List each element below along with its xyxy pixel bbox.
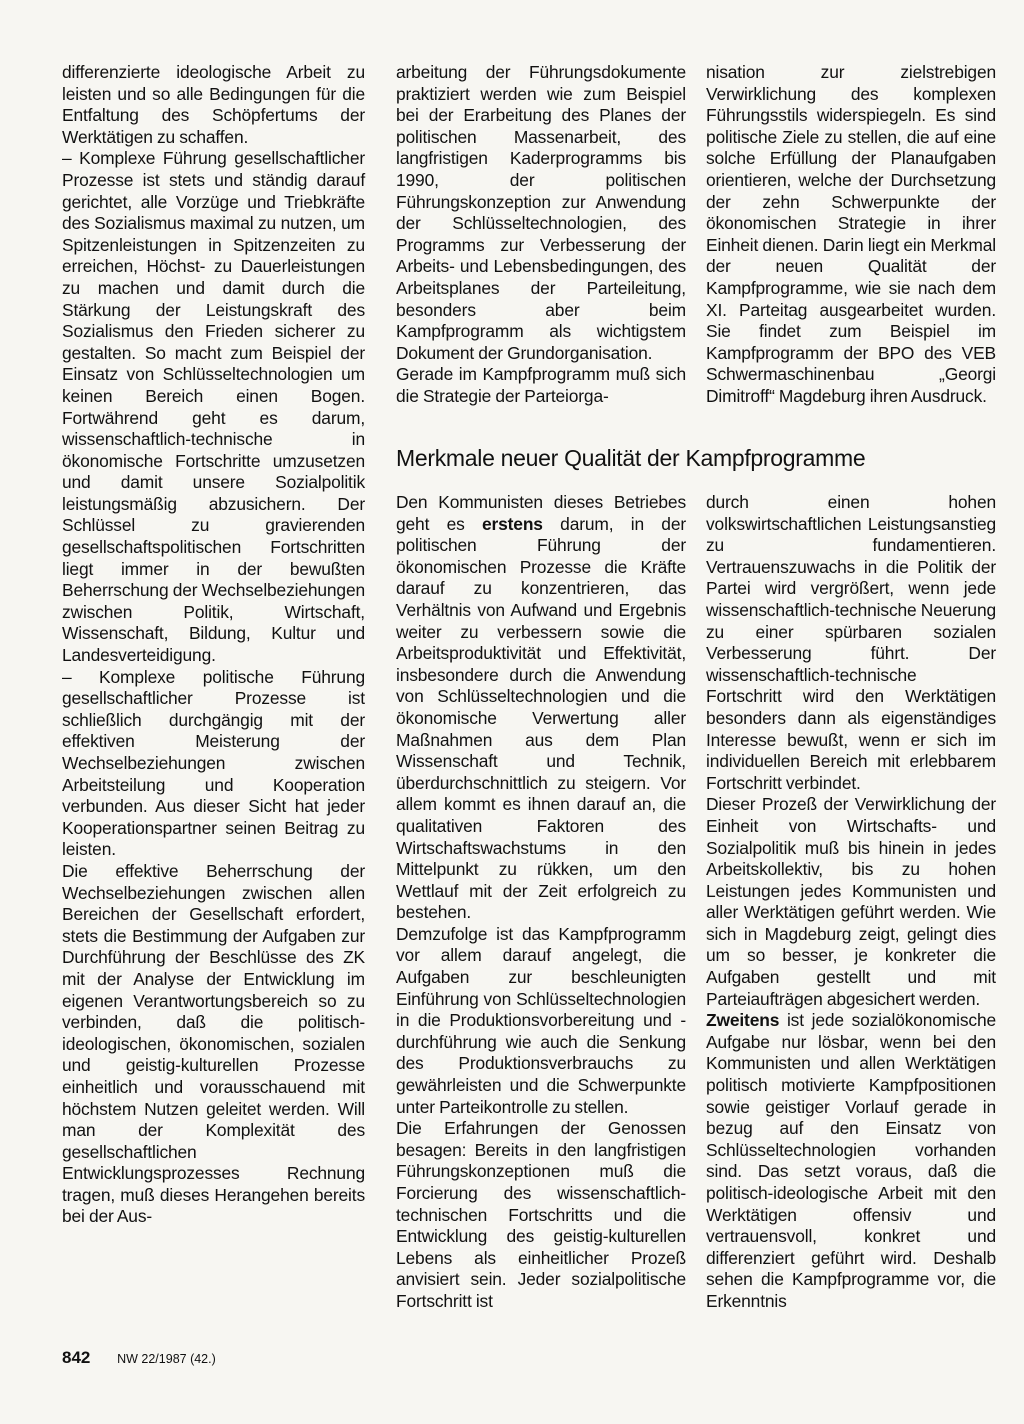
text-column-3: [706, 62, 996, 408]
paragraph: – Komplexe politische Führung gesellschaftlicher Prozesse ist schließlich durchgängig mit der effektiven Meisterung der Wechselbeziehungen zwischen Arbeitsteilung und Kooperation verbunden. Aus dieser Sicht hat jeder Kooperationspartner seinen Beitrag zu leisten.: [62, 666, 365, 860]
paragraph: durch einen hohen volkswirtschaftlichen Leistungsanstieg zu fundamentieren. Vertrauenszuwachs in die Politik der Partei wird vergrößert, wenn jede wissenschaftlich-technische Neuerung zu einer spürbaren sozialen Verbesserung führt. Der wissenschaftlich-technische Fortschritt wird den Werktätigen besonders dann als eigenständiges Interesse bewußt, wenn er sich im individuellen Bereich mit erlebbarem Fortschritt verbindet.: [706, 492, 996, 793]
paragraph-text: darum, in der politischen Führung der ökonomischen Prozesse die Kräfte darauf zu konzentrieren, das Verhältnis von Aufwand und Ergebnis weiter zu verbessern sowie die Arbeitsproduktivität und Effektivität, insbesondere durch die Anwendung von Schlüsseltechnologien und die ökonomische Verwertung aller Maßnahmen aus dem Plan Wissenschaft und Technik, überdurchschnittlich zu steigern. Vor allem kommt es ihnen darauf an, die qualitativen Faktoren des Wirtschaftswachstums in den Mittelpunkt zu rükken, um den Wettlauf mit der Zeit erfolgreich zu bestehen.: [396, 513, 686, 923]
paragraph: Gerade im Kampfprogramm muß sich die Strategie der Parteiorga-: [396, 364, 686, 406]
issue-label: NW 22/1987 (42.): [117, 1352, 216, 1366]
text-column-2: [396, 62, 686, 408]
emphasis-zweitens: Zweitens: [706, 1010, 780, 1031]
paragraph: [706, 1010, 996, 1312]
paragraph: Die Erfahrungen der Genossen besagen: Bereits in den langfristigen Führungskonzeptionen muß die Forcierung des wissenschaftlich-technischen Fortschritts und die Entwicklung des geistig-kulturellen Lebens als einheitlicher Prozeß anvisiert sein. Jeder sozialpolitische Fortschritt ist: [396, 1118, 686, 1311]
text-column-5: [706, 492, 996, 1313]
text-column-1: [62, 62, 365, 1228]
paragraph: differenzierte ideologische Arbeit zu leisten und so alle Bedingungen für die Entfaltung des Schöpfertums der Werktätigen zu schaffen.: [62, 62, 365, 147]
text-column-4: [396, 492, 686, 1313]
page-number: 842: [62, 1348, 91, 1367]
paragraph: nisation zur zielstrebigen Verwirklichung des komplexen Führungsstils widerspiegeln. Es sind politische Ziele zu stellen, die auf eine solche Erfüllung der Planaufgaben orientieren, welche der Durchsetzung der zehn Schwerpunkte der ökonomischen Strategie in ihrer Einheit dienen. Darin liegt ein Merkmal der neuen Qualität der Kampfprogramme, wie sie nach dem XI. Parteitag ausgearbeitet wurden. Sie findet zum Beispiel im Kampfprogramm der BPO des VEB Schwermaschinenbau „Georgi Dimitroff“ Magdeburg ihren Ausdruck.: [706, 62, 996, 406]
paragraph: Dieser Prozeß der Verwirklichung der Einheit von Wirtschafts- und Sozialpolitik muß bis hinein in jedes Arbeitskollektiv, bis zu hohen Leistungen jedes Kommunisten und aller Werktätigen geführt werden. Wie sich in Magdeburg zeigt, gelingt dies um so besser, je konkreter die Aufgaben gestellt und mit Parteiaufträgen abgesichert werden.: [706, 794, 996, 1009]
emphasis-erstens: erstens: [482, 513, 543, 534]
paragraph: arbeitung der Führungsdokumente praktiziert werden wie zum Beispiel bei der Erarbeitung des Planes der politischen Massenarbeit, des langfristigen Kaderprogramms bis 1990, der politischen Führungskonzeption zur Anwendung der Schlüsseltechnologien, des Programms zur Verbesserung der Arbeits- und Lebensbedingungen, des Arbeitsplanes der Parteileitung, besonders aber beim Kampfprogramm als wichtigstem Dokument der Grundorganisation.: [396, 62, 686, 363]
paragraph: Demzufolge ist das Kampfprogramm vor allem darauf angelegt, die Aufgaben zur beschleunigten Einführung von Schlüsseltechnologien in die Produktionsvorbereitung und -durchführung wie auch die Senkung des Produktionsverbrauchs zu gewährleisten und die Schwerpunkte unter Parteikontrolle zu stellen.: [396, 923, 686, 1117]
paragraph: [396, 492, 686, 924]
paragraph: Die effektive Beherrschung der Wechselbeziehungen zwischen allen Bereichen der Gesellschaft erfordert, stets die Bestimmung der Aufgaben zur Durchführung der Beschlüsse des ZK mit der Analyse der Entwicklung im eigenen Verantwortungsbereich so zu verbinden, daß die politisch-ideologischen, ökonomischen, sozialen und geistig-kulturellen Prozesse einheitlich und vorausschauend mit höchstem Nutzen geleitet werden. Will man der Komplexität des gesellschaftlichen Entwicklungsprozesses Rechnung tragen, muß dieses Herangehen bereits bei der Aus-: [62, 860, 365, 1227]
paragraph-text: ist jede sozialökonomische Aufgabe nur lösbar, wenn bei den Kommunisten und allen Werktätigen politisch motivierte Kampfpositionen sowie geistiger Vorlauf gerade in bezug auf den Einsatz von Schlüsseltechnologien vorhanden sind. Das setzt voraus, daß die politisch-ideologische Arbeit mit den Werktätigen offensiv und vertrauensvoll, konkret und differenziert geführt wird. Deshalb sehen die Kampfprogramme vor, die Erkenntnis: [706, 1010, 996, 1311]
page-footer: [62, 1348, 216, 1369]
paragraph-text: Den Kommunisten dieses Betriebes geht es: [396, 492, 686, 534]
section-heading: Merkmale neuer Qualität der Kampfprogramme: [396, 445, 866, 471]
paragraph: – Komplexe Führung gesellschaftlicher Prozesse ist stets und ständig darauf gerichtet, alle Vorzüge und Triebkräfte des Sozialismus maximal zu nutzen, um Spitzenleistungen in Spitzenzeiten zu erreichen, Höchst- zu Dauerleistungen zu machen und damit durch die Stärkung der Leistungskraft des Sozialismus den Frieden sicherer zu gestalten. So macht zum Beispiel der Einsatz von Schlüsseltechnologien um keinen Bereich einen Bogen. Fortwährend geht es darum, wissenschaftlich-technische in ökonomische Fortschritte umzusetzen und damit unsere Sozialpolitik leistungsmäßig abzusichern. Der Schlüssel zu gravierenden gesellschaftspolitischen Fortschritten liegt immer in der bewußten Beherrschung der Wechselbeziehungen zwischen Politik, Wirtschaft, Wissenschaft, Bildung, Kultur und Landesverteidigung.: [62, 148, 365, 666]
